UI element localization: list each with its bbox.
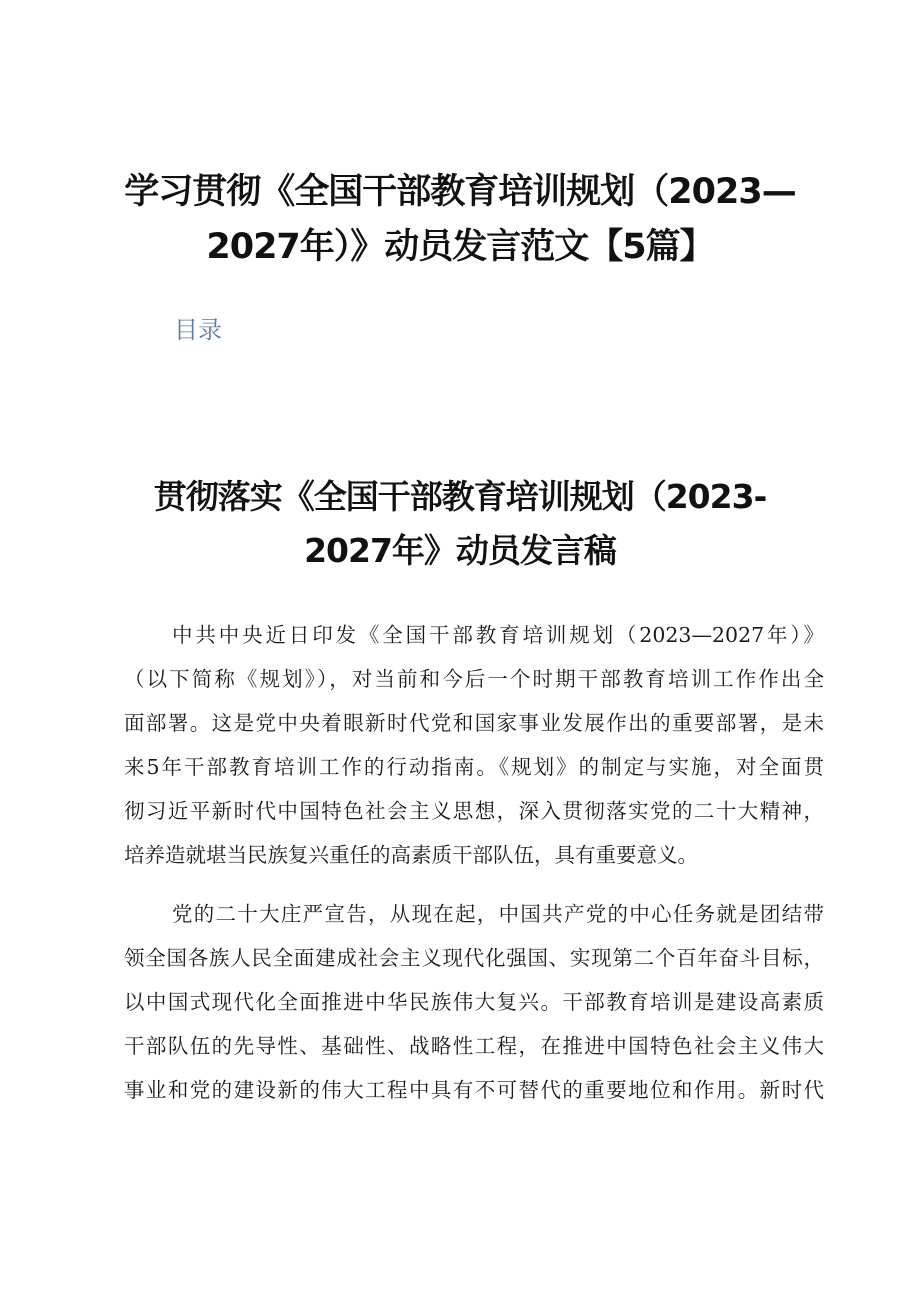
paragraph-1-line: 中共中央近日印发《全国干部教育培训规划（2023—2027年）》 xyxy=(172,623,824,647)
paragraph-2-line: 事业和党的建设新的伟大工程中具有不可替代的重要地位和作用。新时代 xyxy=(124,1078,824,1102)
section-title-line-2: 2027年》动员发言稿 xyxy=(304,531,616,570)
paragraph-1-line: 面部署。这是党中央着眼新时代党和国家事业发展作出的重要部署，是未 xyxy=(124,711,824,735)
document-title-line-2: 2027年）》动员发言范文【5篇】 xyxy=(206,227,714,267)
paragraph-1-line: 培养造就堪当民族复兴重任的高素质干部队伍，具有重要意义。 xyxy=(124,843,698,867)
toc-link[interactable]: 目录 xyxy=(174,316,222,344)
paragraph-2-line: 以中国式现代化全面推进中华民族伟大复兴。干部教育培训是建设高素质 xyxy=(124,990,824,1014)
paragraph-1-line: 彻习近平新时代中国特色社会主义思想，深入贯彻落实党的二十大精神， xyxy=(124,799,824,823)
section-title-line-1: 贯彻落实《全国干部教育培训规划（2023- xyxy=(153,477,767,516)
paragraph-2-line: 干部队伍的先导性、基础性、战略性工程，在推进中国特色社会主义伟大 xyxy=(124,1034,824,1058)
paragraph-2-line: 领全国各族人民全面建成社会主义现代化强国、实现第二个百年奋斗目标， xyxy=(124,946,824,970)
paragraph-2-line: 党的二十大庄严宣告，从现在起，中国共产党的中心任务就是团结带 xyxy=(172,902,824,926)
document-title-line-1: 学习贯彻《全国干部教育培训规划（2023— xyxy=(124,172,796,212)
paragraph-1-line: 来5年干部教育培训工作的行动指南。《规划》的制定与实施，对全面贯 xyxy=(124,755,824,779)
paragraph-1-line: （以下简称《规划》），对当前和今后一个时期干部教育培训工作作出全 xyxy=(124,667,824,691)
